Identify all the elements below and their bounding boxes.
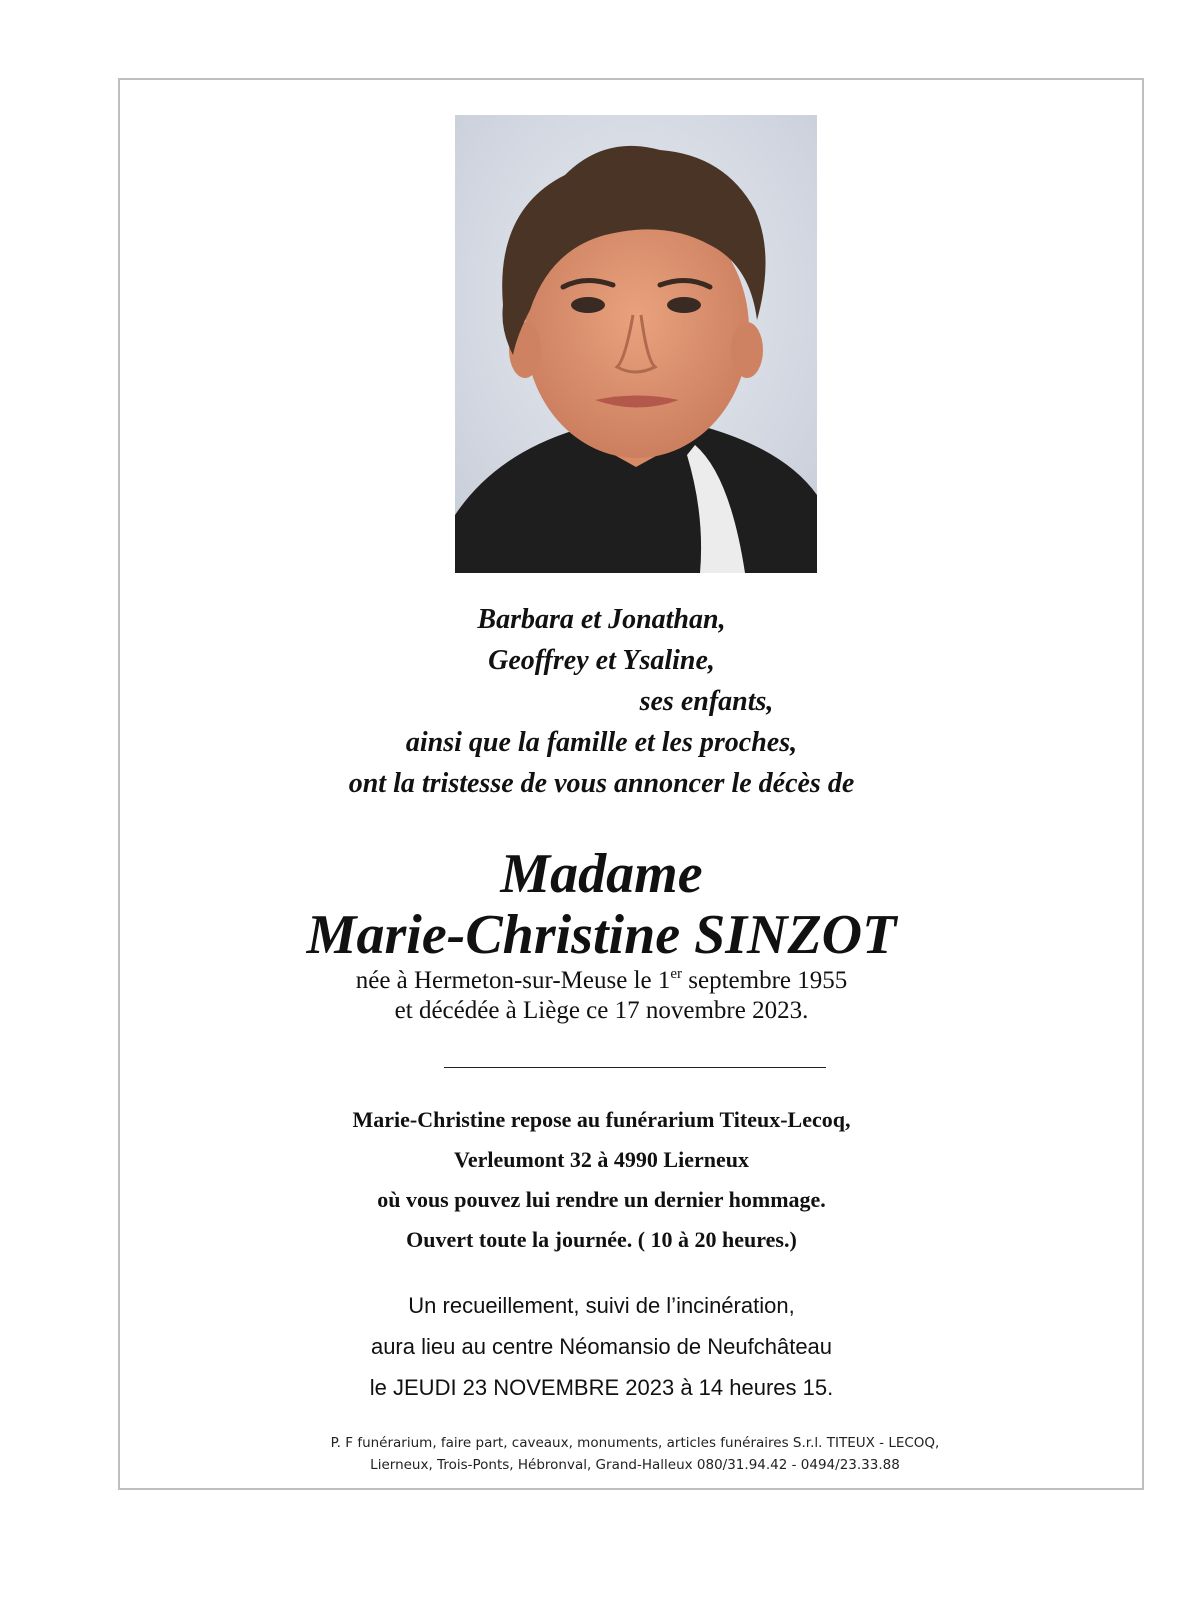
- funeral-home-footer: [0, 1432, 1203, 1476]
- family-announcement: [0, 599, 1203, 804]
- ceremony-block: [0, 1285, 1203, 1408]
- ceremony-line-2: aura lieu au centre Néomansio de Neufchâteau: [370, 1334, 833, 1359]
- repose-line-3: où vous pouvez lui rendre un dernier hommage.: [377, 1187, 826, 1212]
- footer-line-1: P. F funérarium, faire part, caveaux, monuments, articles funéraires S.r.l. TITEUX - LECOQ,: [330, 1435, 940, 1451]
- separator-line: [444, 1067, 826, 1068]
- repose-line-2: Verleumont 32 à 4990 Lierneux: [454, 1147, 749, 1172]
- deceased-honorific: Madame: [500, 843, 703, 905]
- family-line-2: Geoffrey et Ysaline,: [488, 645, 715, 676]
- ceremony-line-3: le JEUDI 23 NOVEMBRE 2023 à 14 heures 15.: [369, 1375, 834, 1400]
- family-line-3: ses enfants,: [639, 686, 774, 717]
- deceased-name: Marie-Christine SINZOT: [306, 904, 897, 966]
- repose-block: [0, 1100, 1203, 1260]
- family-line-4: ainsi que la famille et les proches,: [405, 727, 798, 758]
- portrait-illustration: [455, 115, 817, 573]
- ceremony-line-1: Un recueillement, suivi de l’incinération,: [408, 1293, 795, 1318]
- family-line-5: ont la tristesse de vous annoncer le décès de: [348, 768, 855, 799]
- death-line: et décédée à Liège ce 17 novembre 2023.: [394, 997, 809, 1024]
- repose-line-1: Marie-Christine repose au funérarium Titeux-Lecoq,: [352, 1107, 851, 1132]
- footer-line-2: Lierneux, Trois-Ponts, Hébronval, Grand-Halleux 080/31.94.42 - 0494/23.33.88: [370, 1457, 900, 1473]
- birth-line: [0, 966, 1203, 996]
- repose-line-4: Ouvert toute la journée. ( 10 à 20 heures.): [406, 1227, 797, 1252]
- birth-suffix: septembre 1955: [682, 967, 848, 994]
- birth-ordinal: er: [670, 966, 683, 982]
- family-line-1: Barbara et Jonathan,: [477, 604, 726, 635]
- birth-prefix: née à Hermeton-sur-Meuse le 1: [355, 967, 671, 994]
- portrait-photo: [455, 115, 817, 573]
